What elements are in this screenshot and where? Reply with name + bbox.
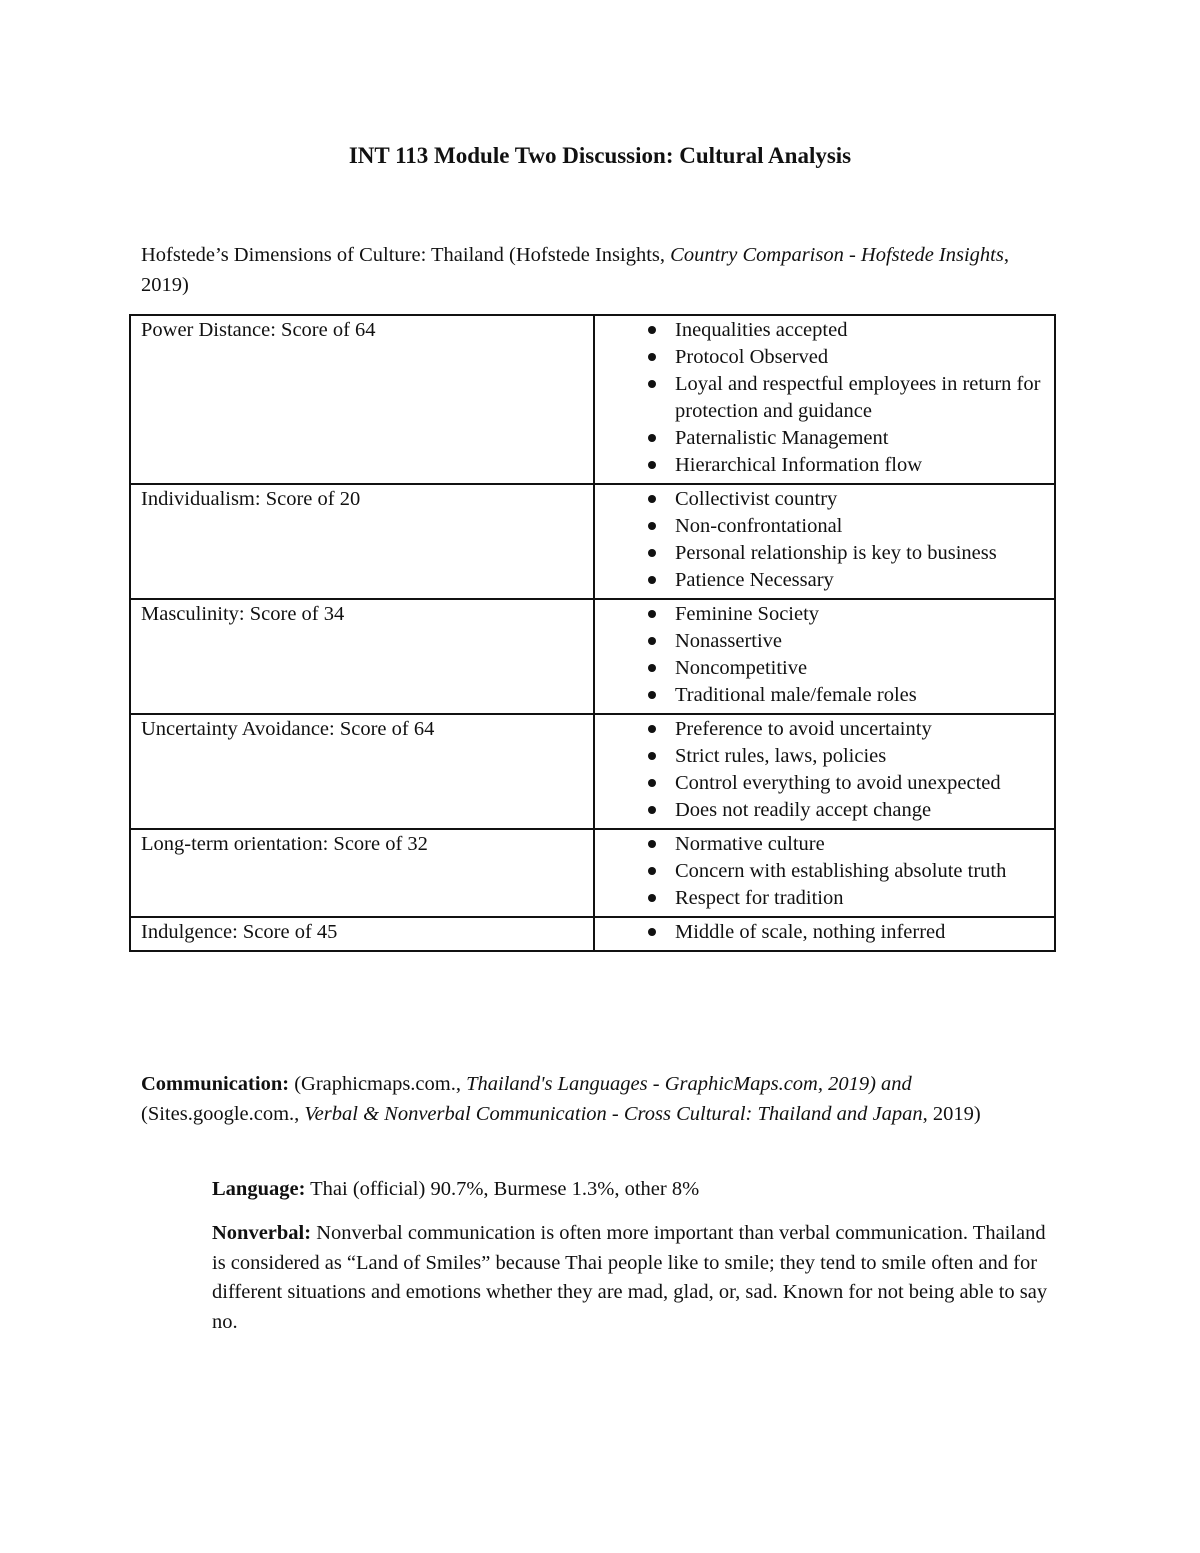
- bullet-icon: [648, 576, 656, 584]
- trait-text: Nonassertive: [675, 630, 783, 652]
- trait-text: Personal relationship is key to business: [675, 542, 997, 564]
- bullet-icon: [648, 779, 656, 787]
- dimension-traits: [594, 484, 1055, 599]
- bullet-icon: [648, 637, 656, 645]
- trait-text: Control everything to avoid unexpected: [675, 772, 1001, 794]
- nonverbal-paragraph: [212, 1219, 1057, 1337]
- dimension-label: Uncertainty Avoidance: Score of 64: [130, 714, 594, 829]
- traits-list: [605, 919, 1044, 946]
- trait-item: [675, 885, 1044, 912]
- communication-source-1-lead: (Graphicmaps.com.,: [289, 1073, 467, 1095]
- trait-item: [675, 317, 1044, 344]
- trait-text: Patience Necessary: [675, 569, 834, 591]
- trait-item: [675, 919, 1044, 946]
- dimension-label: Masculinity: Score of 34: [130, 599, 594, 714]
- communication-heading: Communication:: [141, 1073, 290, 1095]
- traits-list: [605, 716, 1044, 824]
- trait-item: [675, 797, 1044, 824]
- trait-item: [675, 452, 1044, 479]
- trait-text: Loyal and respectful employees in return for protection and guidance: [675, 373, 1041, 422]
- trait-item: [675, 831, 1044, 858]
- bullet-icon: [648, 752, 656, 760]
- trait-item: [675, 425, 1044, 452]
- trait-text: Non-confrontational: [675, 515, 843, 537]
- trait-text: Noncompetitive: [675, 657, 808, 679]
- bullet-icon: [648, 353, 656, 361]
- bullet-icon: [648, 549, 656, 557]
- trait-item: [675, 486, 1044, 513]
- trait-text: Normative culture: [675, 833, 825, 855]
- dimension-row: [130, 315, 1055, 484]
- bullet-icon: [648, 610, 656, 618]
- communication-source-2-title: Verbal & Nonverbal Communication - Cross Cultural: Thailand and Japan: [304, 1102, 923, 1125]
- intro-tail: , 2019): [141, 244, 1009, 296]
- dimension-traits: [594, 714, 1055, 829]
- dimension-traits: [594, 599, 1055, 714]
- trait-text: Traditional male/female roles: [675, 684, 917, 706]
- bullet-icon: [648, 725, 656, 733]
- dimension-row: [130, 599, 1055, 714]
- bullet-icon: [648, 664, 656, 672]
- intro-lead: Hofstede’s Dimensions of Culture: Thailand (Hofstede Insights,: [141, 244, 671, 266]
- language-text: Thai (official) 90.7%, Burmese 1.3%, other 8%: [305, 1178, 700, 1200]
- trait-item: [675, 513, 1044, 540]
- intro-source-title: Country Comparison - Hofstede Insights: [670, 244, 1004, 266]
- trait-item: [675, 655, 1044, 682]
- bullet-icon: [648, 840, 656, 848]
- trait-item: [675, 770, 1044, 797]
- trait-text: Preference to avoid uncertainty: [675, 718, 932, 740]
- dimension-row: [130, 484, 1055, 599]
- traits-list: [605, 601, 1044, 709]
- bullet-icon: [648, 461, 656, 469]
- trait-item: [675, 601, 1044, 628]
- bullet-icon: [648, 894, 656, 902]
- bullet-icon: [648, 928, 656, 936]
- hofstede-dimensions-table: [129, 314, 1056, 952]
- trait-text: Does not readily accept change: [675, 799, 932, 821]
- dimension-traits: [594, 917, 1055, 951]
- communication-source-1-title: Thailand's Languages - GraphicMaps.com, 2019) and: [466, 1073, 912, 1095]
- dimension-label: Individualism: Score of 20: [130, 484, 594, 599]
- dimension-traits: [594, 829, 1055, 917]
- bullet-icon: [648, 691, 656, 699]
- dimension-row: [130, 917, 1055, 951]
- trait-text: Protocol Observed: [675, 346, 829, 368]
- dimension-label: Long-term orientation: Score of 32: [130, 829, 594, 917]
- language-paragraph: [212, 1175, 1057, 1205]
- trait-item: [675, 567, 1044, 594]
- trait-text: Collectivist country: [675, 488, 838, 510]
- language-label: Language:: [212, 1178, 306, 1200]
- traits-list: [605, 317, 1044, 479]
- trait-item: [675, 344, 1044, 371]
- trait-item: [675, 716, 1044, 743]
- bullet-icon: [648, 495, 656, 503]
- nonverbal-label: Nonverbal:: [212, 1222, 312, 1244]
- hofstede-intro: [141, 241, 1056, 300]
- trait-text: Middle of scale, nothing inferred: [675, 921, 946, 943]
- trait-item: [675, 858, 1044, 885]
- communication-heading-paragraph: [141, 1070, 1056, 1129]
- bullet-icon: [648, 522, 656, 530]
- dimension-traits: [594, 315, 1055, 484]
- trait-item: [675, 628, 1044, 655]
- trait-text: Feminine Society: [675, 603, 820, 625]
- trait-text: Inequalities accepted: [675, 319, 848, 341]
- traits-list: [605, 831, 1044, 912]
- dimension-row: [130, 829, 1055, 917]
- page-title: INT 113 Module Two Discussion: Cultural Analysis: [348, 143, 852, 168]
- trait-text: Strict rules, laws, policies: [675, 745, 887, 767]
- traits-list: [605, 486, 1044, 594]
- bullet-icon: [648, 867, 656, 875]
- nonverbal-text: Nonverbal communication is often more important than verbal communication. Thailand is considered as “Land of Smiles” because Thai people like to smile; they tend to smile often and for different situations and emotions whether they are mad, glad, or, sad. Known for not being able to say no.: [212, 1222, 1048, 1333]
- trait-item: [675, 743, 1044, 770]
- trait-item: [675, 371, 1044, 425]
- bullet-icon: [648, 434, 656, 442]
- bullet-icon: [648, 326, 656, 334]
- communication-source-tail: , 2019): [922, 1102, 981, 1125]
- trait-text: Hierarchical Information flow: [675, 454, 923, 476]
- bullet-icon: [648, 380, 656, 388]
- bullet-icon: [648, 806, 656, 814]
- communication-source-2-lead: (Sites.google.com.,: [141, 1102, 305, 1125]
- trait-text: Respect for tradition: [675, 887, 844, 909]
- dimension-label: Indulgence: Score of 45: [130, 917, 594, 951]
- trait-item: [675, 540, 1044, 567]
- trait-item: [675, 682, 1044, 709]
- trait-text: Paternalistic Management: [675, 427, 889, 449]
- dimension-label: Power Distance: Score of 64: [130, 315, 594, 484]
- dimension-row: [130, 714, 1055, 829]
- trait-text: Concern with establishing absolute truth: [675, 860, 1007, 882]
